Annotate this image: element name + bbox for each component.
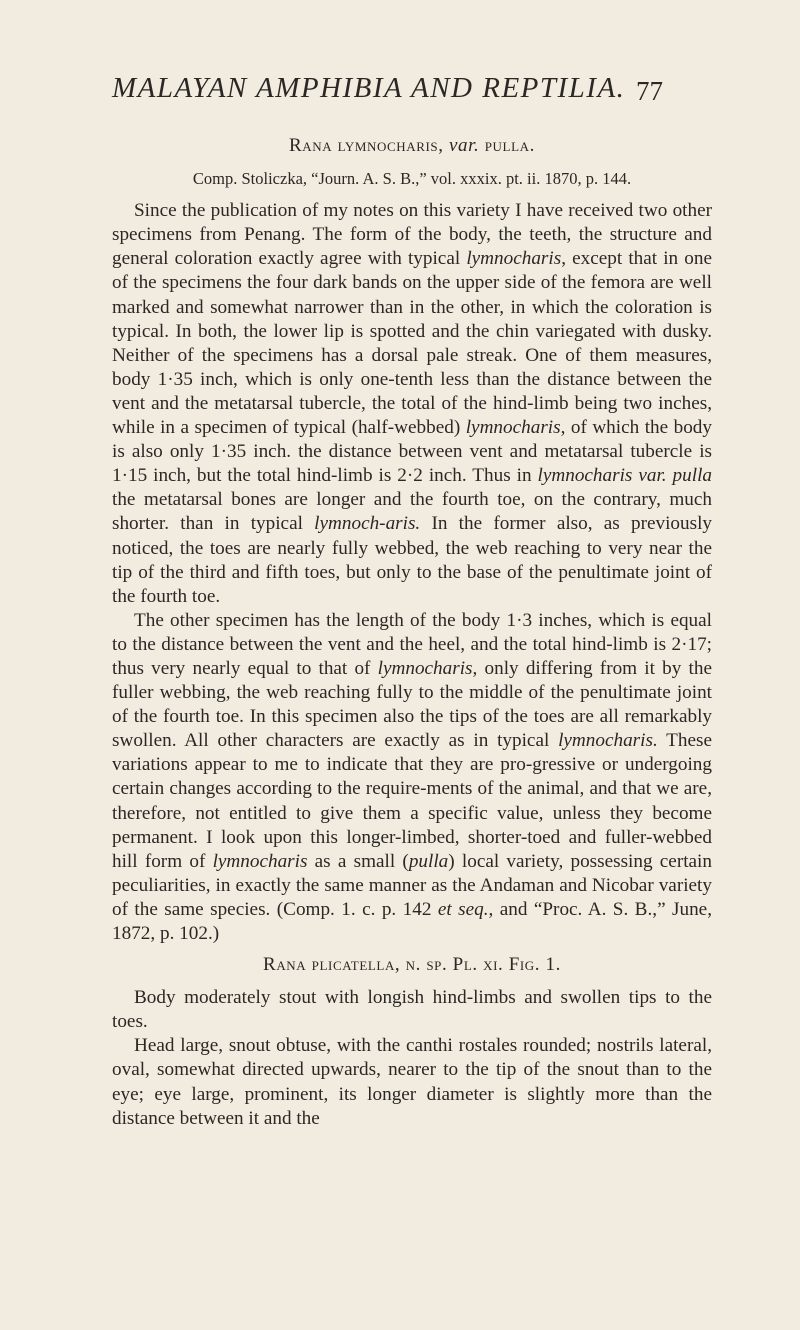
running-head: MALAYAN AMPHIBIA AND REPTILIA. [112, 72, 626, 104]
title2-rest: plicatella, n. sp. Pl. xi. Fig. 1. [311, 954, 561, 976]
title-genus: Rana [289, 135, 333, 156]
page-number: 77 [636, 76, 663, 106]
paragraph-1: Since the publication of my notes on this variety I have received two other specimens from Penang. The form of the body, the teeth, the structure and general coloration exactly agree with typical lymnocharis, except that in one of the specimens the four dark bands on the upper side of the femora are well marked and somewhat narrower than in the other, in which the coloration is typical. In both, the lower lip is spotted and the chin variegated with dusky. Neither of the specimens has a dorsal pale streak. One of them measures, body 1·35 inch, which is only one-tenth less than the distance between the vent and the metatarsal tubercle, the total of the hind-limb being two inches, while in a specimen of typical (half-webbed) lymnocharis, of which the body is also only 1·35 inch. the distance between vent and metatarsal tubercle is 1·15 inch, but the total hind-limb is 2·2 inch. Thus in lymnocharis var. pulla the metatarsal bones are longer and the fourth toe, on the contrary, much shorter. than in typical lymnoch-aris. In the former also, as previously noticed, the toes are nearly fully webbed, the web reaching to very near the tip of the third and fifth toes, but only to the base of the penultimate joint of the fourth toe. [112, 200, 712, 607]
title-varname: pulla. [484, 135, 535, 156]
reference-line: Comp. Stoliczka, “Journ. A. S. B.,” vol. xxxix. pt. ii. 1870, p. 144. [192, 169, 632, 189]
title-species: lymnocharis, [337, 135, 444, 156]
paragraph-4: Head large, snout obtuse, with the canthi rostales rounded; nostrils lateral, oval, somewhat directed upwards, nearer to the tip of the snout than to the eye; eye large, prominent, its longer diameter is slightly more than the distance between it and the [112, 1035, 712, 1129]
paragraph-3: Body moderately stout with longish hind-limbs and swollen tips to the toes. [112, 987, 712, 1033]
text-block [112, 134, 712, 1131]
title2-genus: Rana [263, 954, 307, 976]
paragraph-2: The other specimen has the length of the body 1·3 inches, which is equal to the distance between the vent and the heel, and the total hind-limb is 2·17; thus very nearly equal to that of lymnocharis, only differing from it by the fuller webbing, the web reaching fully to the middle of the penultimate joint of the fourth toe. In this specimen also the tips of the toes are all remarkably swollen. All other characters are exactly as in typical lymnocharis. These variations appear to me to indicate that they are pro-gressive or undergoing certain changes according to the require-ments of the animal, and that we are, therefore, not entitled to give them a specific value, unless they become permanent. I look upon this longer-limbed, shorter-toed and fuller-webbed hill form of lymnocharis as a small (pulla) local variety, possessing certain peculiarities, in exactly the same manner as the Andaman and Nicobar variety of the same species. (Comp. 1. c. p. 142 et seq., and “Proc. A. S. B.,” June, 1872, p. 102.) [112, 609, 712, 944]
title-var: var. [448, 135, 480, 156]
section-title-rana-lymnocharis [112, 134, 712, 158]
section-title-rana-plicatella [112, 953, 712, 977]
